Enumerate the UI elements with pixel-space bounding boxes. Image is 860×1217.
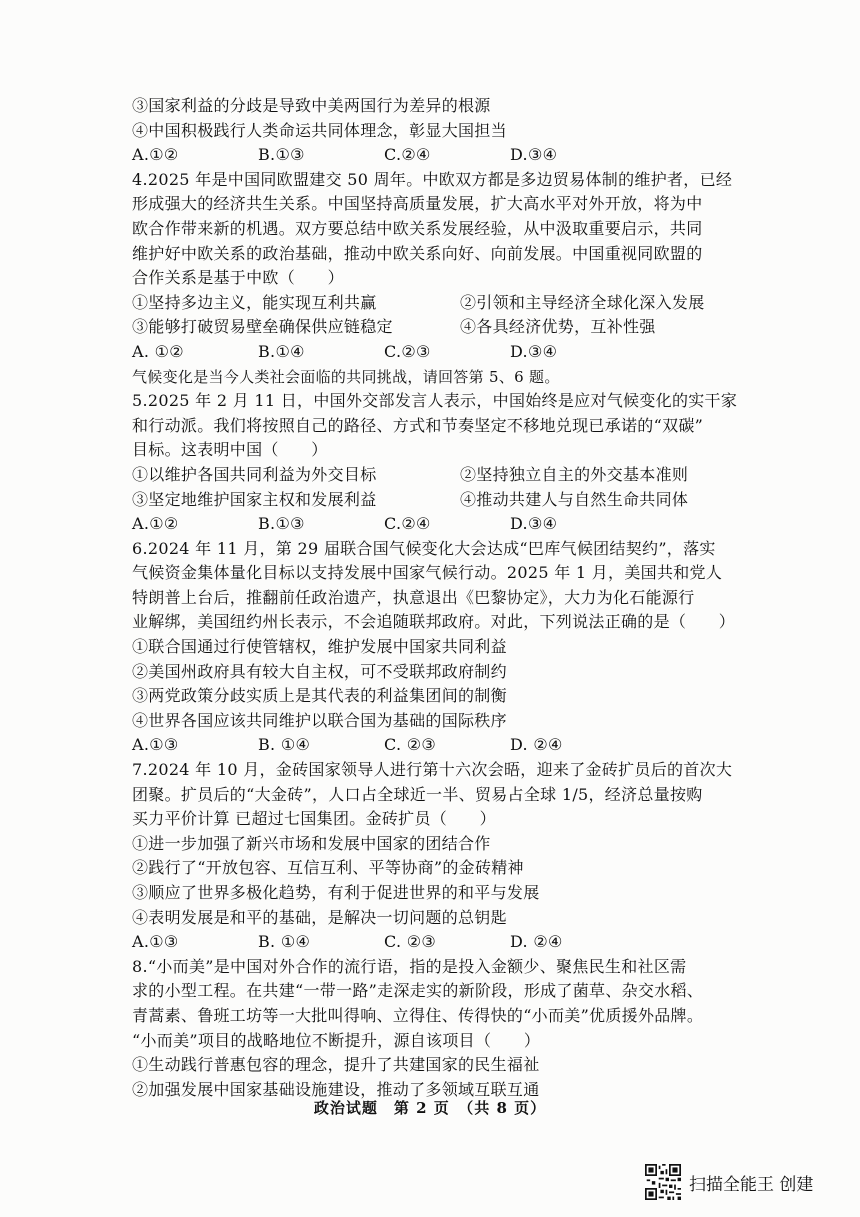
q6-stem-line: 业解绑，美国纽约州长表示，不会追随联邦政府。对此，下列说法正确的是（ ）: [132, 612, 736, 632]
q4-stem-line: 欧合作带来新的机遇。双方要总结中欧关系发展经验，从中汲取重要启示，共同: [132, 218, 703, 238]
section-note: 气候变化是当今人类社会面临的共同挑战，请回答第 5、6 题。: [132, 367, 560, 386]
page-content: [132, 94, 782, 1102]
q4-stem-line: 合作关系是基于中欧（ ）: [132, 268, 344, 288]
q4-option-1: ①坚持多边主义，能实现互利共赢: [132, 292, 377, 312]
q6-stem-line: 气候资金集体量化目标以支持发展中国家气候行动。2025 年 1 月，美国共和党人: [132, 563, 723, 583]
answer-d: D. ②④: [510, 735, 563, 755]
q6-option-1: ①联合国通过行使管辖权，维护发展中国家共同利益: [132, 637, 507, 657]
answer-d: D. ②④: [510, 932, 563, 952]
answer-c: C. ②③: [384, 735, 437, 755]
q4-option-4: ④各具经济优势，互补性强: [460, 317, 656, 337]
answer-c: C.②④: [384, 145, 431, 165]
answer-c: C.②④: [384, 514, 431, 534]
q6-option-3: ③两党政策分歧实质上是其代表的利益集团间的制衡: [132, 686, 507, 706]
q5-option-3: ③坚定地维护国家主权和发展利益: [132, 489, 377, 509]
q4-option-3: ③能够打破贸易壁垒确保供应链稳定: [132, 317, 393, 337]
answer-b: B.①③: [258, 514, 305, 534]
answer-d: D.③④: [510, 514, 558, 534]
q5-stem-line: 5.2025 年 2 月 11 日，中国外交部发言人表示，中国始终是应对气候变化的实干家: [132, 391, 738, 411]
q7-stem-line: 团聚。扩员后的“大金砖”，人口占全球近一半、贸易占全球 1/5，经济总量按购: [132, 784, 703, 804]
q5-options-row: [132, 463, 782, 488]
q4-stem-line: 4.2025 年是中国同欧盟建交 50 周年。中欧双方都是多边贸易体制的维护者，已经: [132, 169, 733, 189]
answer-a: A.①②: [132, 145, 179, 165]
q5-stem-line: 和行动派。我们将按照自己的路径、方式和节奏坚定不移地兑现已承诺的“双碳”: [132, 415, 704, 435]
answer-a: A.①③: [132, 932, 179, 952]
q7-option-4: ④表明发展是和平的基础，是解决一切问题的总钥匙: [132, 907, 507, 927]
q8-option-1: ①生动践行普惠包容的理念，提升了共建国家的民生福祉: [132, 1055, 540, 1075]
answer-b: B.①④: [258, 341, 305, 361]
q8-stem-line: “小而美”项目的战略地位不断提升，源自该项目（ ）: [132, 1030, 541, 1050]
watermark-text: 扫描全能王 创建: [689, 1174, 814, 1195]
q8-option-2: ②加强发展中国家基础设施建设，推动了多领域互联互通: [132, 1079, 540, 1099]
q4-stem-line: 形成强大的经济共生关系。中国坚持高质量发展，扩大高水平对外开放，将为中: [132, 194, 703, 214]
q8-stem-line: 青蒿素、鲁班工坊等一大批叫得响、立得住、传得快的“小而美”优质援外品牌。: [132, 1005, 704, 1025]
page-footer: 政治试题 第 2 页 （共 8 页）: [313, 1099, 547, 1117]
q4-options-row: [132, 291, 782, 316]
q5-stem-line: 目标。这表明中国（ ）: [132, 440, 328, 460]
answer-b: B. ①④: [258, 932, 311, 952]
q4-answer-choices: [132, 340, 782, 365]
q3-option-4: ④中国积极践行人类命运共同体理念，彰显大国担当: [132, 120, 507, 140]
q4-options-row: [132, 315, 782, 340]
q7-option-3: ③顺应了世界多极化趋势，有利于促进世界的和平与发展: [132, 883, 540, 902]
q8-stem-line: 8.“小而美”是中国对外合作的流行语，指的是投入金额少、聚焦民生和社区需: [132, 956, 687, 976]
answer-b: B.①③: [258, 145, 305, 165]
q5-option-2: ②坚持独立自主的外交基本准则: [460, 464, 689, 484]
q7-answer-choices: [132, 930, 782, 955]
q6-answer-choices: [132, 733, 782, 758]
answer-d: D.③④: [510, 145, 558, 165]
answer-a: A.①②: [132, 514, 179, 534]
scanner-watermark: [645, 1162, 813, 1202]
answer-a: A.①③: [132, 735, 179, 755]
q7-stem-line: 买力平价计算 已超过七国集团。金砖扩员（ ）: [132, 809, 496, 829]
q4-stem-line: 维护好中欧关系的政治基础，推动中欧关系向好、向前发展。中国重视同欧盟的: [132, 243, 703, 263]
q5-option-1: ①以维护各国共同利益为外交目标: [132, 464, 377, 484]
answer-a: A. ①②: [132, 341, 184, 361]
q8-stem-line: 求的小型工程。在共建“一带一路”走深走实的新阶段，形成了菌草、杂交水稻、: [132, 981, 704, 1001]
answer-c: C.②③: [384, 341, 431, 361]
q5-options-row: [132, 488, 782, 513]
q6-stem-line: 6.2024 年 11 月，第 29 届联合国气候变化大会达成“巴库气候团结契约”，落实: [132, 538, 716, 558]
q6-option-4: ④世界各国应该共同维护以联合国为基础的国际秩序: [132, 710, 507, 730]
q4-option-2: ②引领和主导经济全球化深入发展: [460, 292, 705, 312]
q6-option-2: ②美国州政府具有较大自主权，可不受联邦政府制约: [132, 661, 507, 681]
q5-option-4: ④推动共建人与自然生命共同体: [460, 489, 689, 509]
q7-option-1: ①进一步加强了新兴市场和发展中国家的团结合作: [132, 833, 491, 853]
q5-answer-choices: [132, 512, 782, 537]
answer-b: B. ①④: [258, 735, 311, 755]
answer-c: C. ②③: [384, 932, 437, 952]
q6-stem-line: 特朗普上台后，推翻前任政治遗产，执意退出《巴黎协定》，大力为化石能源行: [132, 587, 695, 607]
qr-code-icon: [645, 1164, 681, 1200]
q7-stem-line: 7.2024 年 10 月，金砖国家领导人进行第十六次会晤，迎来了金砖扩员后的首次大: [132, 760, 733, 780]
q3-option-3: ③国家利益的分歧是导致中美两国行为差异的根源: [132, 96, 491, 115]
q3-answer-choices: [132, 143, 782, 168]
answer-d: D.③④: [510, 341, 558, 361]
q7-option-2: ②践行了“开放包容、互信互利、平等协商”的金砖精神: [132, 858, 524, 878]
